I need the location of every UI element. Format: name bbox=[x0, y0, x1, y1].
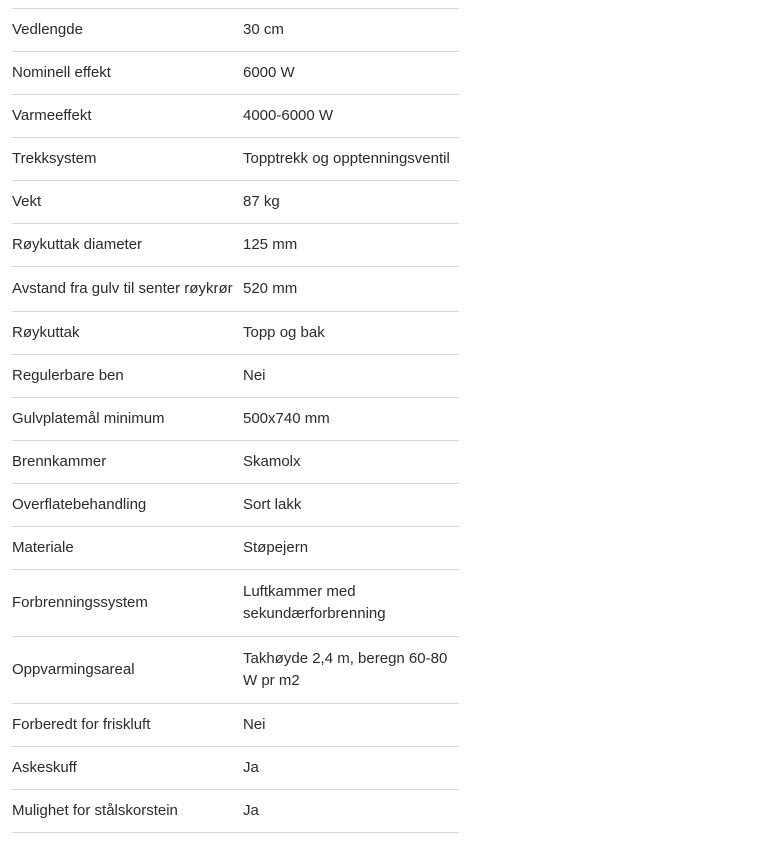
specification-table bbox=[12, 8, 459, 833]
spec-value: 520 mm bbox=[243, 267, 459, 312]
spec-label: Vekt bbox=[12, 181, 243, 224]
table-row bbox=[12, 9, 459, 52]
table-row bbox=[12, 267, 459, 312]
spec-label: Regulerbare ben bbox=[12, 355, 243, 398]
spec-value: 30 cm bbox=[243, 9, 459, 52]
spec-label: Oppvarmingsareal bbox=[12, 637, 243, 704]
spec-value: 4000-6000 W bbox=[243, 95, 459, 138]
spec-label: Røykuttak bbox=[12, 312, 243, 355]
spec-value: Topp og bak bbox=[243, 312, 459, 355]
spec-value: 6000 W bbox=[243, 52, 459, 95]
table-row bbox=[12, 52, 459, 95]
table-row bbox=[12, 484, 459, 527]
table-row bbox=[12, 95, 459, 138]
spec-value: Nei bbox=[243, 355, 459, 398]
table-row bbox=[12, 181, 459, 224]
spec-label: Overflatebehandling bbox=[12, 484, 243, 527]
spec-label: Varmeeffekt bbox=[12, 95, 243, 138]
spec-label: Vedlengde bbox=[12, 9, 243, 52]
table-row bbox=[12, 527, 459, 570]
table-row bbox=[12, 312, 459, 355]
spec-value: Støpejern bbox=[243, 527, 459, 570]
spec-label: Avstand fra gulv til senter røykrør bbox=[12, 267, 243, 312]
spec-label: Forbrenningssystem bbox=[12, 570, 243, 637]
spec-value: Takhøyde 2,4 m, beregn 60-80 W pr m2 bbox=[243, 637, 459, 704]
table-row bbox=[12, 704, 459, 747]
spec-label: Materiale bbox=[12, 527, 243, 570]
table-row bbox=[12, 224, 459, 267]
table-row bbox=[12, 747, 459, 790]
spec-value: 125 mm bbox=[243, 224, 459, 267]
table-row bbox=[12, 790, 459, 833]
spec-label: Trekksystem bbox=[12, 138, 243, 181]
spec-value: 500x740 mm bbox=[243, 398, 459, 441]
spec-value: Topptrekk og opptenningsventil bbox=[243, 138, 459, 181]
spec-label: Nominell effekt bbox=[12, 52, 243, 95]
table-row bbox=[12, 441, 459, 484]
table-row bbox=[12, 570, 459, 637]
table-row bbox=[12, 355, 459, 398]
spec-value: Nei bbox=[243, 704, 459, 747]
spec-label: Gulvplatemål minimum bbox=[12, 398, 243, 441]
spec-label: Mulighet for stålskorstein bbox=[12, 790, 243, 833]
spec-value: Ja bbox=[243, 790, 459, 833]
table-row bbox=[12, 138, 459, 181]
spec-label: Forberedt for friskluft bbox=[12, 704, 243, 747]
spec-value: Ja bbox=[243, 747, 459, 790]
spec-label: Brennkammer bbox=[12, 441, 243, 484]
spec-value: Luftkammer med sekundærforbrenning bbox=[243, 570, 459, 637]
table-row bbox=[12, 398, 459, 441]
table-row bbox=[12, 637, 459, 704]
spec-label: Røykuttak diameter bbox=[12, 224, 243, 267]
spec-label: Askeskuff bbox=[12, 747, 243, 790]
spec-value: Sort lakk bbox=[243, 484, 459, 527]
spec-value: Skamolx bbox=[243, 441, 459, 484]
spec-value: 87 kg bbox=[243, 181, 459, 224]
